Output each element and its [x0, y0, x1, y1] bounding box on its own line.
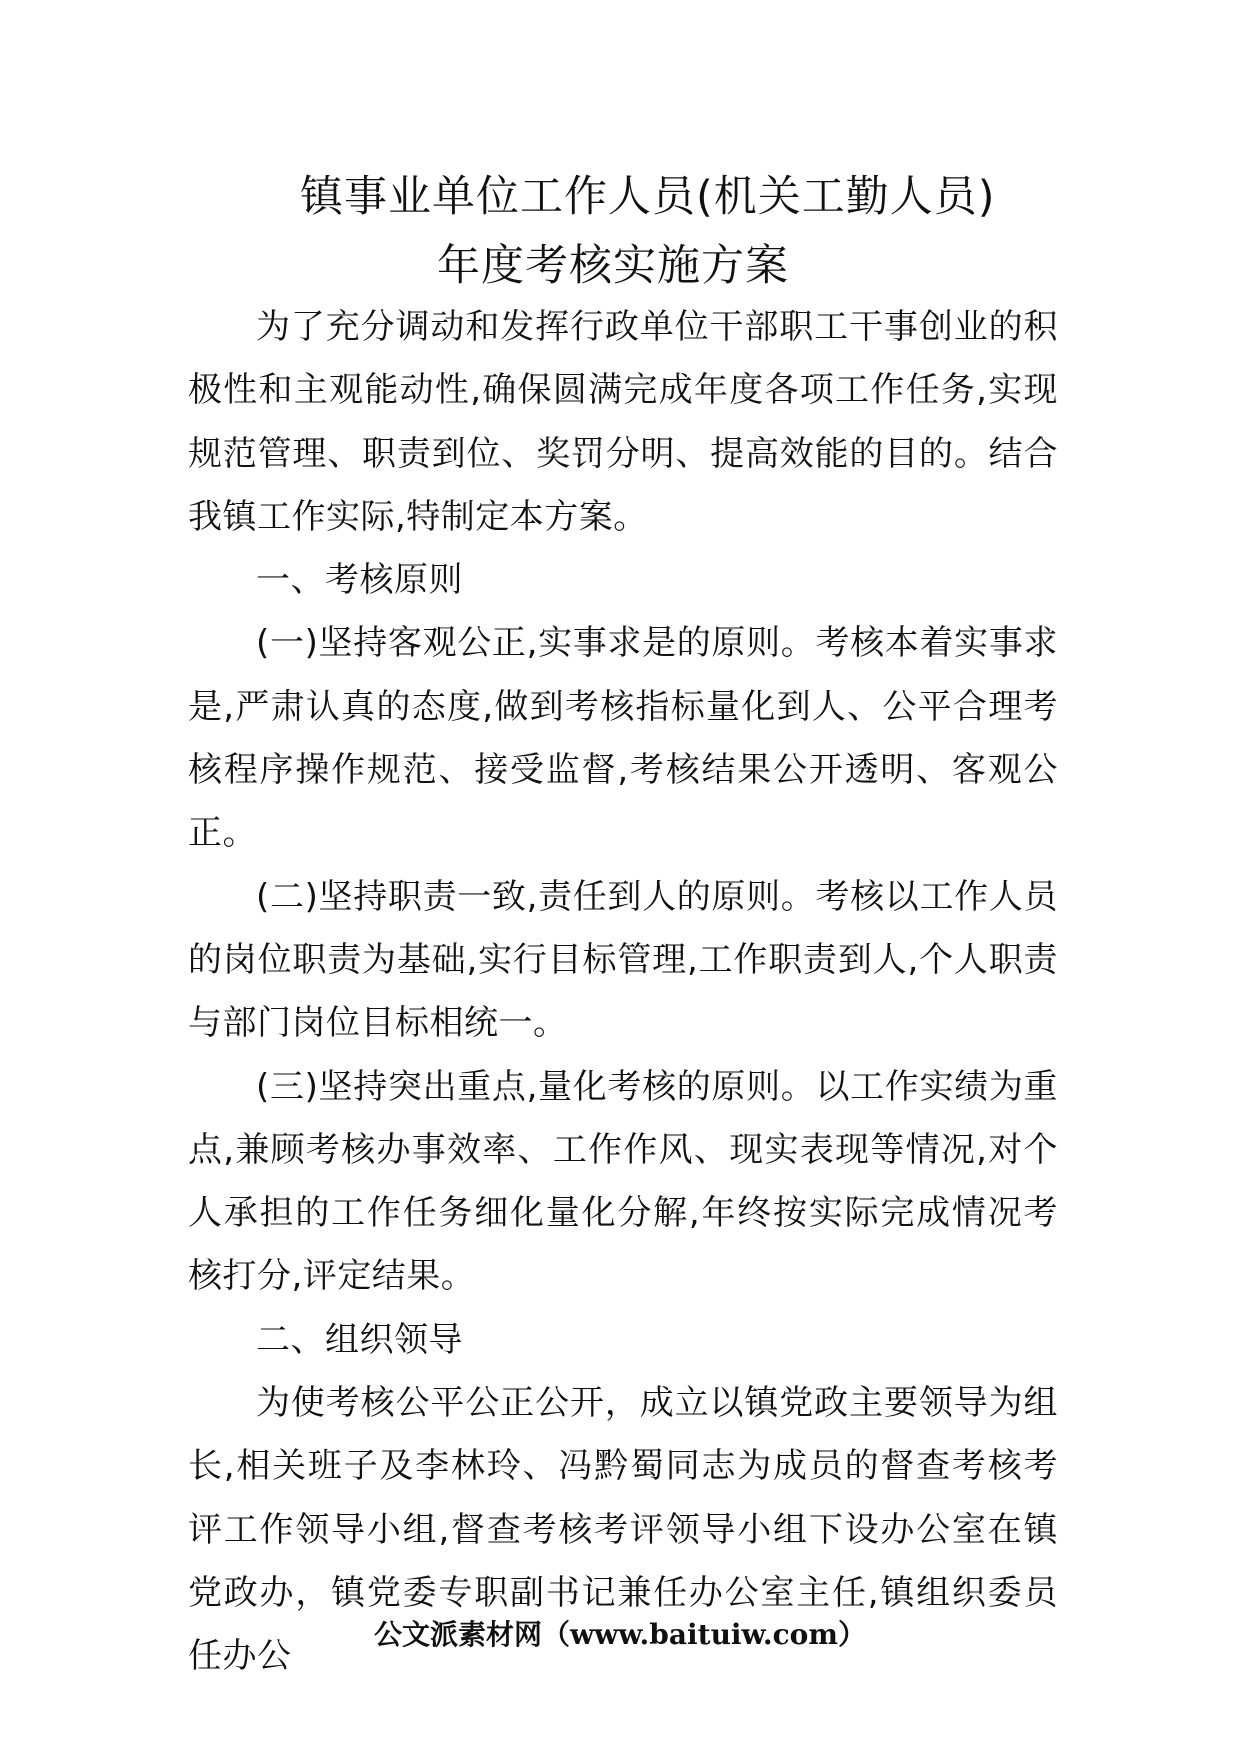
document-title-line-1: 镇事业单位工作人员(机关工勤人员): [300, 172, 996, 222]
leadership-paragraph: 为使考核公平公正公开，成立以镇党政主要领导为组长,相关班子及李林玲、冯黔蜀同志为成员的督查考核考评工作领导小组,督查考核考评领导小组下设办公室在镇党政办，镇党委专职副书记兼任办公室主任,镇组织委员任办公: [188, 1383, 1058, 1677]
document-body: [188, 296, 1058, 1689]
section-heading-leadership: 二、组织领导: [256, 1319, 463, 1360]
principle-paragraph-2: (二)坚持职责一致,责任到人的原则。考核以工作人员的岗位职责为基础,实行目标管理,工作职责到人,个人职责与部门岗位目标相统一。: [188, 876, 1058, 1044]
principle-paragraph-3: (三)坚持突出重点,量化考核的原则。以工作实绩为重点,兼顾考核办事效率、工作作风、现实表现等情况,对个人承担的工作任务细化量化分解,年终按实际完成情况考核打分,评定结果。: [188, 1066, 1058, 1297]
intro-paragraph: 为了充分调动和发挥行政单位干部职工干事创业的积极性和主观能动性,确保圆满完成年度各项工作任务,实现规范管理、职责到位、奖罚分明、提高效能的目的。结合我镇工作实际,特制定本方案。: [188, 307, 1058, 537]
footer-watermark: 公文派素材网（www.baituiw.com）: [374, 1618, 866, 1651]
principle-paragraph-1: (一)坚持客观公正,实事求是的原则。考核本着实事求是,严肃认真的态度,做到考核指标量化到人、公平合理考核程序操作规范、接受监督,考核结果公开透明、客观公正。: [188, 623, 1058, 854]
document-title-line-2: 年度考核实施方案: [437, 241, 789, 291]
section-heading-principles: 一、考核原则: [256, 560, 463, 601]
